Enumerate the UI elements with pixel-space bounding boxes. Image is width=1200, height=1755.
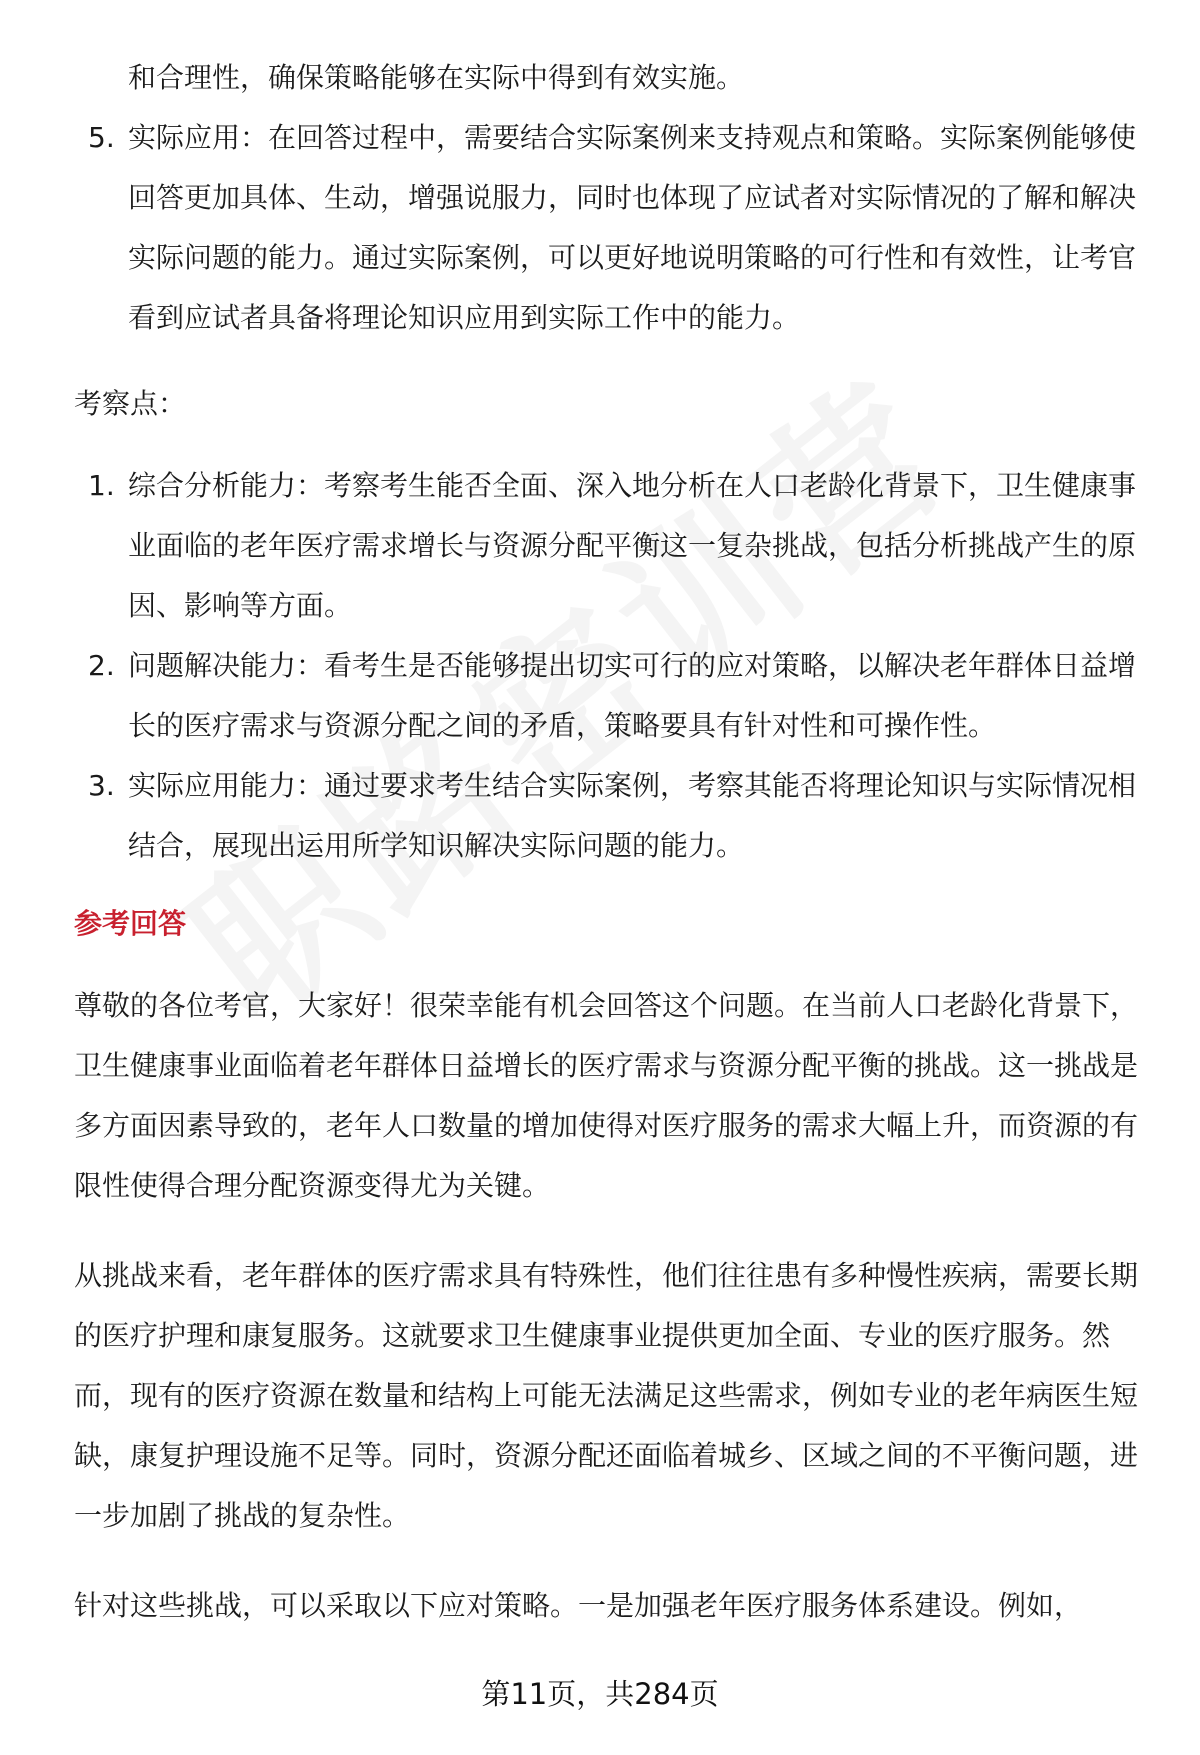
list-number: 5.: [88, 121, 115, 154]
assessment-label: 考察点：: [74, 387, 187, 420]
list-number: 2.: [88, 649, 115, 682]
answer-paragraph: 尊敬的各位考官，大家好！很荣幸能有机会回答这个问题。在当前人口老龄化背景下，卫生健康事业面临着老年群体日益增长的医疗需求与资源分配平衡的挑战。这一挑战是多方面因素导致的，老年人口数量的增加使得对医疗服务的需求大幅上升，而资源的有限性使得合理分配资源变得尤为关键。: [74, 989, 1139, 1202]
list-continued: [74, 108, 1154, 348]
intro-continuation: 和合理性，确保策略能够在实际中得到有效实施。: [128, 61, 745, 94]
list-text: 实际应用：在回答过程中，需要结合实际案例来支持观点和策略。实际案例能够使回答更加具体、生动，增强说服力，同时也体现了应试者对实际情况的了解和解决实际问题的能力。通过实际案例，可以更好地说明策略的可行性和有效性，让考官看到应试者具备将理论知识应用到实际工作中的能力。: [128, 121, 1137, 334]
list-number: 1.: [88, 469, 115, 502]
list-text: 实际应用能力：通过要求考生结合实际案例，考察其能否将理论知识与实际情况相结合，展现出运用所学知识解决实际问题的能力。: [128, 769, 1137, 862]
answer-paragraph: 针对这些挑战，可以采取以下应对策略。一是加强老年医疗服务体系建设。例如，: [74, 1589, 1083, 1622]
list-text: 问题解决能力：看考生是否能够提出切实可行的应对策略，以解决老年群体日益增长的医疗需求与资源分配之间的矛盾，策略要具有针对性和可操作性。: [128, 649, 1137, 742]
list-text: 综合分析能力：考察考生能否全面、深入地分析在人口老龄化背景下，卫生健康事业面临的老年医疗需求增长与资源分配平衡这一复杂挑战，包括分析挑战产生的原因、影响等方面。: [128, 469, 1137, 622]
assessment-list: [74, 456, 1154, 876]
list-number: 3.: [88, 769, 115, 802]
list-item: [74, 636, 1154, 756]
list-item: [74, 456, 1154, 636]
reference-answer-heading: 参考回答: [74, 907, 187, 940]
list-item: [74, 756, 1154, 876]
list-item: [74, 108, 1154, 348]
answer-paragraph: 从挑战来看，老年群体的医疗需求具有特殊性，他们往往患有多种慢性疾病，需要长期的医疗护理和康复服务。这就要求卫生健康事业提供更加全面、专业的医疗服务。然而，现有的医疗资源在数量和结构上可能无法满足这些需求，例如专业的老年病医生短缺，康复护理设施不足等。同时，资源分配还面临着城乡、区域之间的不平衡问题，进一步加剧了挑战的复杂性。: [74, 1259, 1139, 1532]
document-body: [74, 48, 1154, 1666]
page-footer: 第11页，共284页: [481, 1677, 719, 1711]
